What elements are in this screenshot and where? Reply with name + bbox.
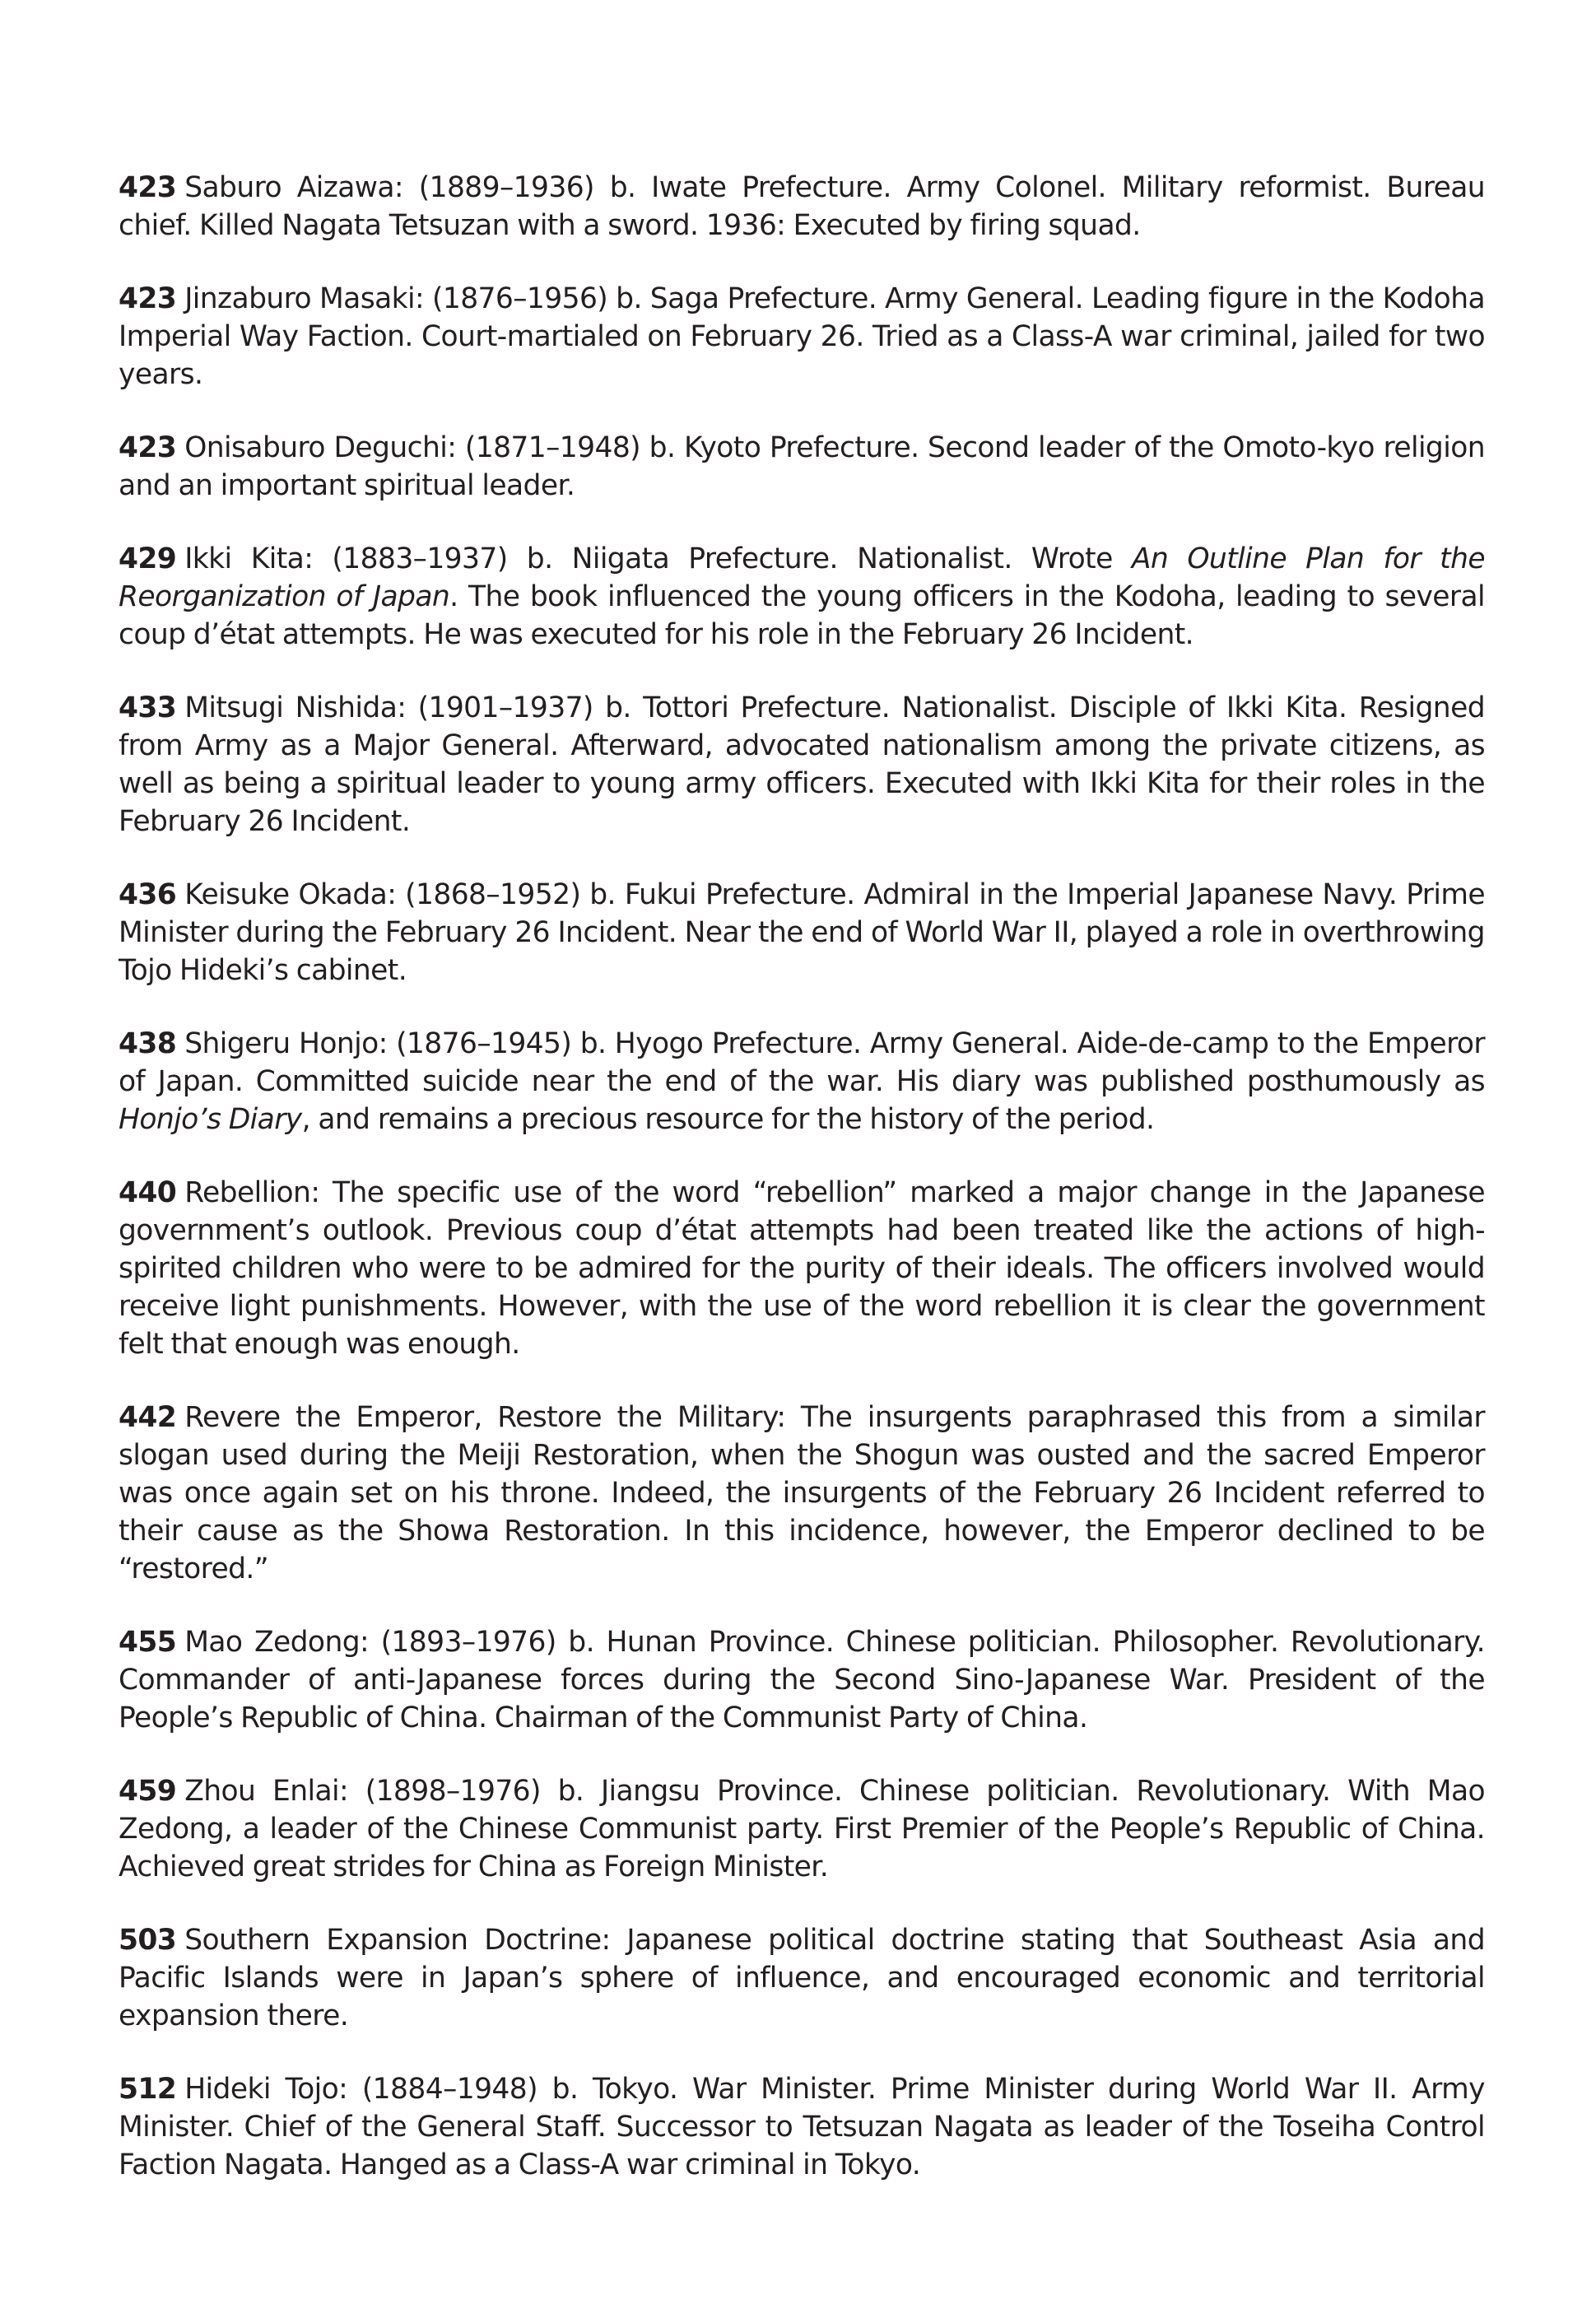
note-number: 459 [119, 1775, 177, 1808]
note-number: 423 [119, 431, 177, 464]
note-text: Southern Expansion Doctrine: Japanese political doctrine stating that Southeast Asia and Pacific Islands were in Japan’s sphere of influence, and encouraged economic and territorial expansion there. [119, 1924, 1485, 2032]
note-zhou [119, 1772, 1485, 1886]
book-title: Honjo’s Diary [119, 1103, 302, 1136]
note-number: 438 [119, 1027, 177, 1060]
note-text: Revere the Emperor, Restore the Military: The insurgents paraphrased this from a similar slogan used during the Meiji Restoration, when the Shogun was ousted and the sacred Emperor was once again set on his throne. Indeed, the insurgents of the February 26 Incident referred to their cause as the Showa Restoration. In this incidence, however, the Emperor declined to be “restored.” [119, 1401, 1485, 1585]
note-number: 436 [119, 878, 177, 911]
note-number: 423 [119, 171, 177, 204]
note-number: 440 [119, 1176, 177, 1209]
note-text: Saburo Aizawa: (1889–1936) b. Iwate Prefecture. Army Colonel. Military reformist. Bureau chief. Killed Nagata Tetsuzan with a sword. 1936: Executed by firing squad. [119, 171, 1485, 242]
note-kita [119, 540, 1485, 654]
note-mao [119, 1623, 1485, 1737]
note-text: Rebellion: The specific use of the word “rebellion” marked a major change in the Japanese government’s outlook. Previous coup d’état attempts had been treated like the actions of high-spirited children who were to be admired for the purity of their ideals. The officers involved would receive light punishments. However, with the use of the word rebellion it is clear the government felt that enough was enough. [119, 1176, 1485, 1361]
note-number: 433 [119, 691, 177, 724]
note-text: Mao Zedong: (1893–1976) b. Hunan Province. Chinese politician. Philosopher. Revolutionary. Commander of anti-Japanese forces during the Second Sino-Japanese War. President of the People’s Republic of China. Chairman of the Communist Party of China. [119, 1626, 1485, 1734]
note-masaki [119, 280, 1485, 393]
note-text: Shigeru Honjo: (1876–1945) b. Hyogo Prefecture. Army General. Aide-de-camp to the Emperor of Japan. Committed suicide near the end of the war. His diary was published posthumously as [119, 1027, 1485, 1098]
note-aizawa [119, 169, 1485, 244]
note-okada [119, 876, 1485, 989]
note-tojo [119, 2070, 1485, 2184]
note-text-continued: , and remains a precious resource for the history of the period. [301, 1103, 1155, 1136]
notes-page [119, 169, 1485, 2219]
note-rebellion [119, 1174, 1485, 1363]
note-revere-emperor [119, 1399, 1485, 1588]
note-number: 429 [119, 542, 177, 575]
note-number: 455 [119, 1626, 177, 1659]
note-number: 512 [119, 2073, 177, 2106]
book-title: An Outline Plan for the Reorganization of Japan [119, 542, 1485, 613]
note-honjo [119, 1025, 1485, 1138]
note-text: Jinzaburo Masaki: (1876–1956) b. Saga Prefecture. Army General. Leading figure in the Kodoha Imperial Way Faction. Court-martialed on February 26. Tried as a Class-A war criminal, jailed for two years. [119, 282, 1485, 391]
note-nishida [119, 689, 1485, 840]
note-text: Ikki Kita: (1883–1937) b. Niigata Prefecture. Nationalist. Wrote [184, 542, 1132, 575]
note-number: 503 [119, 1924, 177, 1957]
note-number: 442 [119, 1401, 177, 1434]
note-text: Onisaburo Deguchi: (1871–1948) b. Kyoto Prefecture. Second leader of the Omoto-kyo religion and an important spiritual leader. [119, 431, 1485, 502]
note-southern-expansion [119, 1921, 1485, 2035]
note-deguchi [119, 429, 1485, 505]
note-text-continued: . The book influenced the young officers in the Kodoha, leading to several coup d’état attempts. He was executed for his role in the February 26 Incident. [119, 580, 1485, 651]
note-text: Zhou Enlai: (1898–1976) b. Jiangsu Province. Chinese politician. Revolutionary. With Mao Zedong, a leader of the Chinese Communist party. First Premier of the People’s Republic of China. Achieved great strides for China as Foreign Minister. [119, 1775, 1485, 1883]
note-text: Mitsugi Nishida: (1901–1937) b. Tottori Prefecture. Nationalist. Disciple of Ikki Kita. Resigned from Army as a Major General. Afterward, advocated nationalism among the private citizens, as well as being a spiritual leader to young army officers. Executed with Ikki Kita for their roles in the February 26 Incident. [119, 691, 1485, 838]
note-text: Hideki Tojo: (1884–1948) b. Tokyo. War Minister. Prime Minister during World War II. Army Minister. Chief of the General Staff. Successor to Tetsuzan Nagata as leader of the Toseiha Control Faction Nagata. Hanged as a Class-A war criminal in Tokyo. [119, 2073, 1485, 2181]
note-number: 423 [119, 282, 177, 315]
note-text: Keisuke Okada: (1868–1952) b. Fukui Prefecture. Admiral in the Imperial Japanese Navy. Prime Minister during the February 26 Incident. Near the end of World War II, played a role in overthrowing Tojo Hideki’s cabinet. [119, 878, 1485, 987]
